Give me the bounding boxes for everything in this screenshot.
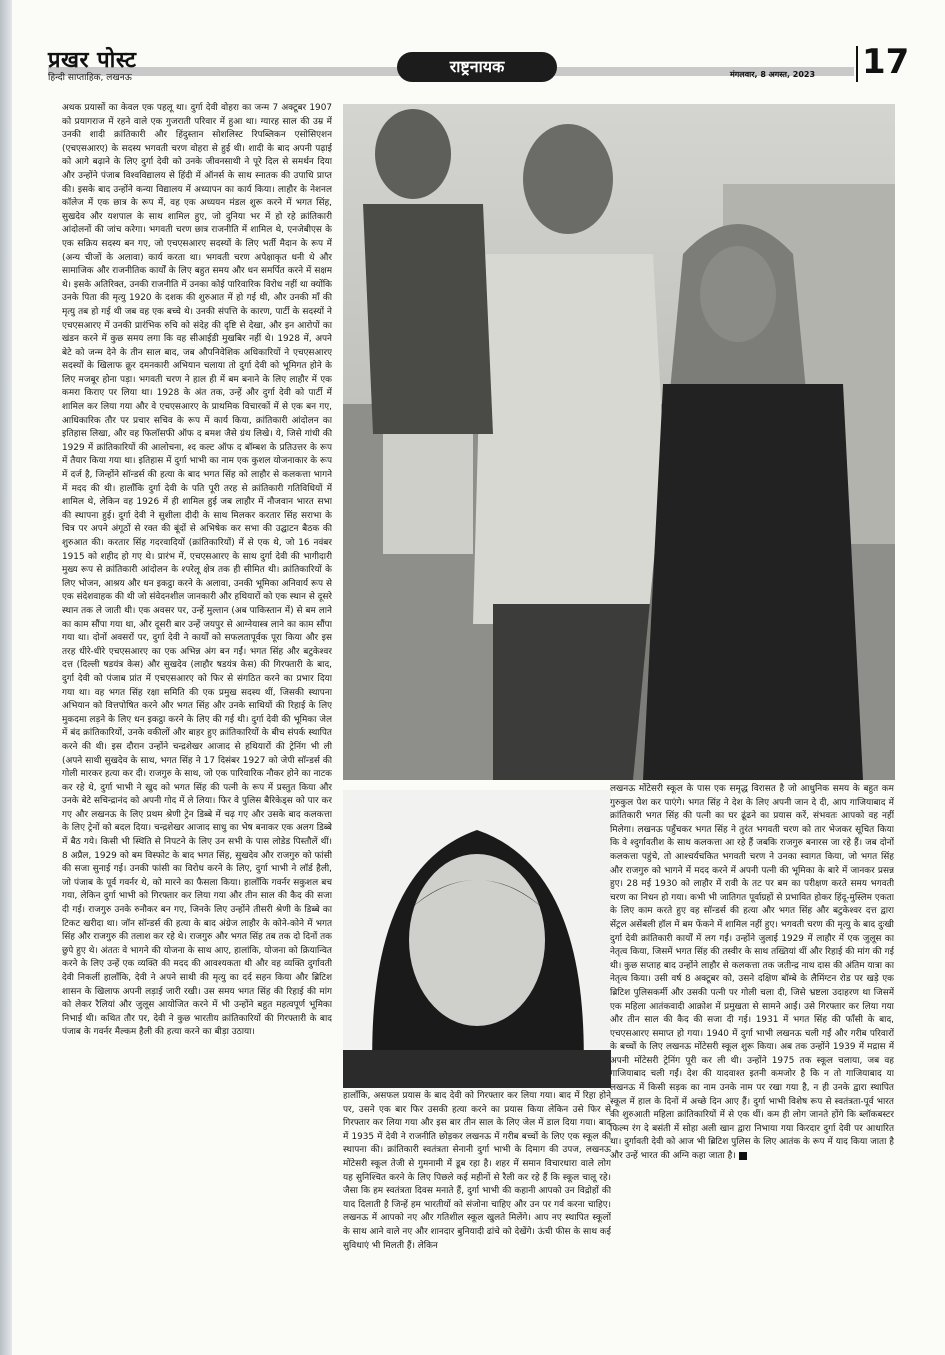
article-end-mark: [739, 1152, 747, 1160]
family-photo: [343, 104, 895, 780]
issue-date: मंगलवार, 8 अगस्त, 2023: [730, 70, 816, 79]
page-number: 17: [862, 42, 910, 82]
article-column-middle: हालाँकि, असफल प्रयास के बाद देवी को गिरफ्तार कर लिया गया। बाद में रिहा होने पर, उसने एक बार फिर उसकी हत्या करने का प्रयास किया लेकिन उसे फिर से गिरफ्तार कर लिया गया और इस बार तीन साल के लिए जेल में डाल दिया गया। बाद में 1935 में देवी ने राजनीति छोड़कर लखनऊ में गरीब बच्चों के लिए एक स्कूल की स्थापना की। क्रांतिकारी स्वतंत्रता सेनानी दुर्गा भाभी के दिमाग की उपज, लखनऊ मोंटेसरी स्कूल तेजी से गुमनामी में डूब रहा है। शहर में समान विचारधारा वाले लोग यह सुनिश्चित करने के लिए पिछले कई महीनों से रैली कर रहे हैं कि स्कूल चालू रहे। जैसा कि हम स्वतंत्रता दिवस मनाते हैं, दुर्गा भाभी की कहानी आपको उन विद्रोहों की याद दिलाती है जिन्हें हम भारतीयों को संजोना चाहिए और उन पर गर्व करना चाहिए। लखनऊ में आपको नए और गतिशील स्कूल खुलते मिलेंगे। आप नए स्थापित स्कूलों के साथ आने वाले नए और शानदार बुनियादी ढांचे को देखेंगे। ऊंची फीस के साथ कई सुविधाएं भी मिलती हैं। लेकिन: [343, 1091, 611, 1251]
masthead-logo: प्रखर पोस्ट: [48, 48, 137, 73]
portrait-photo: [343, 790, 611, 1088]
portrait-photo-image: [343, 790, 611, 1088]
section-title: राष्ट्रनायक: [397, 52, 557, 82]
article-column-right-text: लखनऊ मोंटेसरी स्कूल के पास एक समृद्ध विरासत है जो आधुनिक समय के बहुत कम गुरुकुल पेश कर पाएंगे। भगत सिंह ने देश के लिए अपनी जान दे दी, आप गाजियाबाद में क्रांतिकारी भगत सिंह की पत्नी का घर ढूंढने का प्रयास करें, संभवतः आपको वह नहीं मिलेगा। लखनऊ पहुँचकर भगत सिंह ने तुरंत भगवती चरण को तार भेजकर सूचित किया कि वे श्दुर्गावतीश के साथ कलकत्ता आ रहे हैं जबकि राजगुरु बनारस जा रहे हैं। जब दोनों कलकत्ता पहुंचे, तो आश्चर्यचकित भगवती चरण ने उनका स्वागत किया, जो भगत सिंह और राजगुरु को भागने में मदद करने में अपनी पत्नी की भूमिका के बारे में जानकर प्रसन्न हुए। 28 मई 1930 को लाहौर में रावी के तट पर बम का परीक्षण करते समय भगवती चरण का निधन हो गया। कभी भी जातिगत पूर्वाग्रहों से प्रभावित होकर हिंदू-मुस्लिम एकता के लिए काम करते हुए वह सॉन्डर्स की हत्या और भगत सिंह और बटुकेश्वर दत्त द्वारा सेंट्रल असेंबली हॉल में बम फेंकने में शामिल नहीं हुए। भगवती चरण की मृत्यु के बाद दुःखी दुर्गा देवी क्रांतिकारी कार्यों में लग गईं। उन्होंने जुलाई 1929 में लाहौर में एक जुलूस का नेतृत्व किया, जिसमें भगत सिंह की तस्वीर के साथ तख्तियां थीं और रिहाई की मांग की गई थी। कुछ सप्ताह बाद उन्होंने लाहौर से कलकत्ता तक जतीन्द्र नाथ दास की अंतिम यात्रा का नेतृत्व किया। उसी वर्ष 8 अक्टूबर को, उसने दक्षिण बॉम्बे के लैमिंग्टन रोड पर खड़े एक ब्रिटिश पुलिसकर्मी और उसकी पत्नी पर गोली चला दी, जिसे भ्रष्टला उदाहरण था जिसमें एक महिला आतंकवादी आक्रोश में प्रमुखता से सामने आईं। उसे गिरफ्तार कर लिया गया और तीन साल की कैद की सजा दी गई। 1931 में भगत सिंह की फाँसी के बाद, एचएसआरए समाप्त हो गया। 1940 में दुर्गा भाभी लखनऊ चली गईं और गरीब परिवारों के बच्चों के लिए लखनऊ मोंटेसरी स्कूल शुरू किया। अब तक उन्होंने 1939 में मद्रास में अपनी मोंटेसरी ट्रेनिंग पूरी कर ली थी। उन्होंने 1975 तक स्कूल चलाया, जब वह गाजियाबाद चली गईं। देश की यादवाश्त इतनी कमजोर है कि न तो गाजियाबाद या लखनऊ में किसी सड़क का नाम उनके नाम पर रखा गया है, न ही उनके द्वारा स्थापित स्कूल में हाल के दिनों में अच्छे दिन आए हैं। दुर्गा भाभी विशेष रूप से स्वतंत्रता-पूर्व भारत की शुरुआती महिला क्रांतिकारियों में से एक थीं। कम ही लोग जानते होंगे कि ब्लॉकबस्टर फिल्म रंग दे बसंती में सोहा अली खान द्वारा निभाया गया किरदार दुर्गा देवी पर आधारित था। दुर्गावती देवी को आज भी ब्रिटिश पुलिस के लिए आतंक के रूप में याद किया जाता है और उन्हें भारत की अग्नि कहा जाता है।: [610, 784, 894, 1162]
family-photo-image: [343, 104, 895, 780]
page-number-divider: [856, 46, 858, 82]
masthead-subtitle: हिन्दी साप्ताहिक, लखनऊ: [48, 73, 132, 83]
article-column-left: अथक प्रयासों का केवल एक पहलू था। दुर्गा देवी वोहरा का जन्म 7 अक्टूबर 1907 को प्रयागराज में रहने वाले एक गुजराती परिवार में हुआ था। ग्यारह साल की उम्र में उनकी शादी क्रांतिकारी और हिंदुस्तान सोशलिस्ट रिपब्लिकन एसोसिएशन (एचएसआरए) के सदस्य भगवती चरण वोहरा से हुई थी। शादी के बाद अपनी पढ़ाई को आगे बढ़ाने के लिए दुर्गा देवी को उनके जीवनसाथी ने पूरे दिल से समर्थन दिया और उन्होंने पंजाब विश्वविद्यालय से हिंदी में ऑनर्स के साथ स्नातक की उपाधि प्राप्त की। इसके बाद उन्होंने कन्या विद्यालय में अध्यापन का कार्य किया। लाहौर के नेशनल कॉलेज में एक छात्र के रूप में, वह एक अध्ययन मंडल शुरू करने में भगत सिंह, सुखदेव और यशपाल के साथ शामिल हुए, जो दुनिया भर में हो रहे क्रांतिकारी आंदोलनों की जांच करेगा। भगवती चरण छात्र राजनीति में शामिल थे, एनजेबीएस के एक सक्रिय सदस्य बन गए, जो एचएसआरए सदस्यों के लिए भर्ती मैदान के रूप में (अन्य चीजों के अलावा) कार्य करता था। भगवती चरण अपेक्षाकृत धनी थे और सामाजिक और राजनीतिक कार्यों के लिए बहुत समय और धन समर्पित करने में सक्षम थे। इसके अतिरिक्त, उनकी राजनीति में उनका कोई पारिवारिक विरोध नहीं था क्योंकि उनके पिता की मृत्यु 1920 के दशक की शुरुआत में हो गई थी, और उनकी माँ की मृत्यु तब हो गई थी जब वह एक बच्चे थे। उनकी संपत्ति के कारण, पार्टी के सदस्यों ने एचएसआरए में उनकी प्रारंभिक रुचि को संदेह की दृष्टि से देखा, और इन आरोपों का खंडन करने में कुछ समय लगा कि वह सीआईडी मुखबिर नहीं थे। 1928 में, अपने बेटे को जन्म देने के तीन साल बाद, जब औपनिवेशिक अधिकारियों ने एचएसआरए सदस्यों के खिलाफ क्रूर दमनकारी अभियान चलाया तो दुर्गा देवी को भूमिगत होने के लिए मजबूर होना पड़ा। भगवती चरण ने हाल ही में बम बनाने के लिए लाहौर में एक कमरा किराए पर लिया था। 1928 के अंत तक, उन्हें और दुर्गा देवी को पार्टी में शामिल कर लिया गया और वे एचएसआरए के प्राथमिक विचारकों में से एक बन गए, आधिकारिक तौर पर प्रचार सचिव के रूप में कार्य किया, क्रांतिकारी आंदोलन का इतिहास लिखा, और वह फिलॉसफी ऑफ द बमश जैसे ग्रंथ लिखे। ये, जिसे गांधी की 1929 में क्रांतिकारियों की आलोचना, श्द कल्ट ऑफ द बॉम्बश के प्रतिउत्तर के रूप में तैयार किया गया था। इतिहास में दुर्गा भाभी का नाम एक कुशल योजनाकार के रूप में दर्ज है, जिन्होंने सॉन्डर्स की हत्या के बाद भगत सिंह को लाहौर से कलकत्ता भागने में मदद की थी। हालाँकि दुर्गा देवी के पति पूरी तरह से क्रांतिकारी गतिविधियों में शामिल थे, लेकिन वह 1926 में ही शामिल हुई जब लाहौर में नौजवान भारत सभा की स्थापना हुई। दुर्गा देवी ने सुशीला दीदी के साथ मिलकर करतार सिंह सराभा के चित्र पर अपने अंगूठों से रक्त की बूंदों से अभिषेक कर सभा की उद्घाटन बैठक की शुरुआत की। करतार सिंह गदरवादियों (क्रांतिकारियों) में से एक थे, जो 16 नवंबर 1915 को शहीद हो गए थे। प्रारंभ में, एचएसआरए के साथ दुर्गा देवी की भागीदारी मुख्य रूप से क्रांतिकारी आंदोलन के श्परेलू क्षेत्र तक ही सीमित थी। क्रांतिकारियों के लिए भोजन, आश्रय और धन इकट्ठा करने के अलावा, उनकी भूमिका अनिवार्य रूप से एक संदेशवाहक की थी जो संवेदनशील जानकारी और हथियारों को एक स्थान से दूसरे स्थान तक ले जाती थी। एक अवसर पर, उन्हें मुल्तान (अब पाकिस्तान में) से बम लाने का काम सौंपा गया था, और दूसरी बार उन्हें जयपुर से आग्नेयास्त्र लाने का काम सौंपा गया था। दोनों अवसरों पर, दुर्गा देवी ने कार्यों को सफलतापूर्वक पूरा किया और इस तरह धीरे-धीरे एचएसआरए का एक अभिन्न अंग बन गईं। भगत सिंह और बटुकेश्वर दत्त (दिल्ली षडयंत्र केस) और सुखदेव (लाहौर षडयंत्र केस) की गिरफ्तारी के बाद, दुर्गा देवी को पंजाब प्रांत में एचएसआरए को फिर से संगठित करने का प्रभार दिया गया था। वह भगत सिंह रक्षा समिति की एक प्रमुख सदस्य थीं, जिसकी स्थापना अभियान को वित्तपोषित करने और भगत सिंह और उनके साथियों की रिहाई के लिए मुकदमा लड़ने के लिए धन इकट्ठा करने के लिए की गई थी। दुर्गा देवी की भूमिका जेल में बंद क्रांतिकारियों, उनके वकीलों और बाहर हुए क्रांतिकारियों के बीच संपर्क स्थापित करने की थी। इस दौरान उन्होंने चन्द्रशेखर आजाद से हथियारों की ट्रेनिंग भी ली (अपने साथी सुखदेव के साथ, भगत सिंह ने 17 दिसंबर 1927 को जेपी सॉन्डर्स की गोली मारकर हत्या कर दी। राजगुरु के साथ, जो एक पारिवारिक नौकर होने का नाटक कर रहे थे, दुर्गा भाभी ने खुद को भगत सिंह की पत्नी के रूप में प्रस्तुत किया और उनके बेटे सचिन्द्रानंद को अपनी गोद में ले लिया। फिर वे पुलिस बैरिकेड्स को पार कर गए और लखनऊ के लिए प्रथम श्रेणी ट्रेन डिब्बे में चढ़ गए और उसके बाद कलकत्ता के लिए ट्रेनों को बदल दिया। चन्द्रशेखर आजाद साधु का भेष बनाकर एक अलग डिब्बे में बैठ गये। किसी भी स्थिति से निपटने के लिए उन सभी के पास लोडेड पिस्तौलें थीं। 8 अप्रैल, 1929 को बम विस्फोट के बाद भगत सिंह, सुखदेव और राजगुरु को फांसी की सजा सुनाई गई। उनकी फांसी का विरोध करने के लिए, दुर्गा भाभी ने लॉर्ड हैली, जो पंजाब के पूर्व गवर्नर थे, को मारने का फैसला किया। हालाँकि गवर्नर सकुशल बच गया, लेकिन दुर्गा भाभी को गिरफ्तार कर लिया गया और तीन साल की कैद की सजा दी गई। राजगुरु उनके रुनौकर बन गए, जिनके लिए उन्होंने तीसरी श्रेणी के डिब्बे का टिकट खरीदा था। जॉन सॉन्डर्स की हत्या के बाद अंग्रेज लाहौर के कोने-कोने में भगत सिंह और राजगुरु की तलाश कर रहे थे। राजगुरु और भगत सिंह तब तक दो दिनों तक छुपे हुए थे। अंततः वे भागने की योजना के साथ आए, हालांकि, योजना को क्रियान्वित करने के लिए उन्हें एक व्यक्ति की मदद की आवश्यकता थी और वह व्यक्ति दुर्गावती देवी निकलीं हालाँकि, देवी ने अपने साथी की मृत्यु का दर्द सहन किया और ब्रिटिश शासन के खिलाफ अपनी लड़ाई जारी रखी। उस समय भगत सिंह की रिहाई की मांग को लेकर रैलियां और जुलूस आयोजित करने में भी उन्होंने बहुत महत्वपूर्ण भूमिका निभाई थी। कथित तौर पर, देवी ने कुछ भारतीय क्रांतिकारियों की गिरफ्तारी के बाद पंजाब के गवर्नर मैल्कम हैली की हत्या करने का बीड़ा उठाया।: [62, 103, 332, 1038]
article-column-right: [610, 783, 894, 1293]
page-fold-edge: [0, 0, 12, 1355]
